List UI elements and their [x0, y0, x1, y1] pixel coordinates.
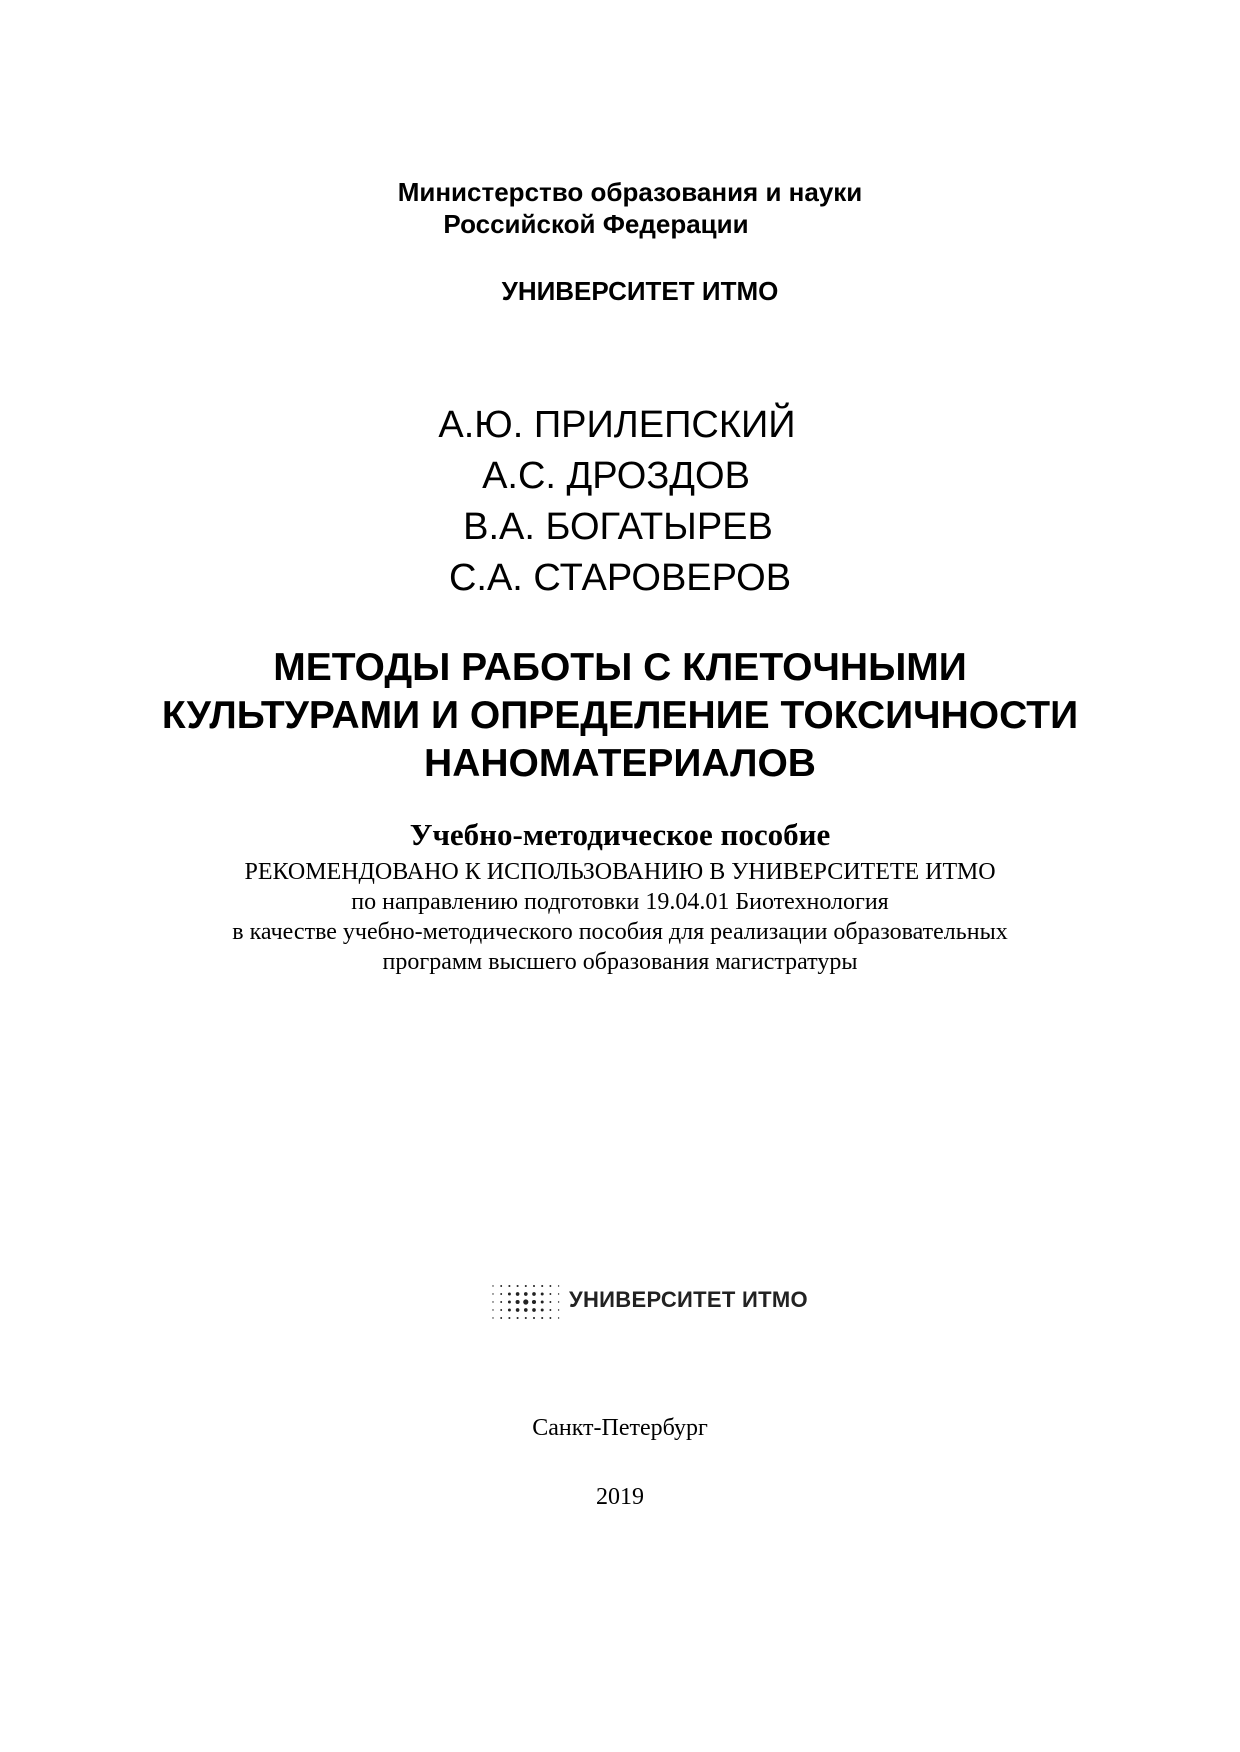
logo-dot: [558, 1301, 559, 1302]
logo-dot: [500, 1285, 502, 1287]
year: 2019: [596, 1484, 644, 1510]
author-4: С.А. СТАРОВЕРОВ: [448, 557, 792, 599]
logo-dot: [516, 1292, 520, 1296]
logo-dot: [524, 1292, 528, 1296]
logo-dot: [500, 1317, 502, 1319]
logo-dot: [558, 1285, 559, 1286]
ministry-line-2: Российской Федерации: [443, 209, 749, 239]
authors-list: [0, 400, 1240, 604]
logo-dot: [523, 1299, 528, 1304]
logo-dot: [532, 1308, 536, 1312]
logo-dot: [492, 1285, 493, 1286]
logo-dot: [508, 1293, 511, 1296]
logo-dot: [533, 1317, 535, 1319]
logo-dot: [532, 1292, 536, 1296]
logo-dot: [541, 1301, 544, 1304]
logo-dot: [508, 1285, 510, 1287]
logo-dot: [492, 1317, 493, 1318]
author-1: А.Ю. ПРИЛЕПСКИЙ: [438, 404, 796, 446]
logo-dot: [508, 1301, 511, 1304]
logo-dot: [525, 1317, 527, 1319]
logo-dot: [541, 1293, 544, 1296]
book-title: [0, 644, 1240, 788]
logo-dot: [492, 1293, 493, 1294]
logo-dot: [558, 1293, 559, 1294]
logo-dot: [517, 1317, 519, 1319]
itmo-logo: [489, 1282, 829, 1322]
title-line-1: МЕТОДЫ РАБОТЫ С КЛЕТОЧНЫМИ: [273, 646, 967, 689]
itmo-dots-logo-icon: [489, 1282, 565, 1322]
logo-dot: [508, 1317, 510, 1319]
logo-dot: [500, 1293, 502, 1295]
city: Санкт-Петербург: [532, 1415, 708, 1441]
author-2: А.С. ДРОЗДОВ: [482, 455, 750, 497]
logo-dot: [558, 1309, 559, 1310]
title-line-3: НАНОМАТЕРИАЛОВ: [424, 742, 816, 785]
logo-dot: [524, 1308, 528, 1312]
logo-dot: [508, 1309, 511, 1312]
logo-dot: [549, 1293, 551, 1295]
logo-dot: [492, 1301, 493, 1302]
logo-dot: [549, 1285, 551, 1287]
logo-dot: [500, 1301, 502, 1303]
ministry-line-1: Министерство образования и науки: [397, 177, 863, 207]
logo-dot: [500, 1309, 502, 1311]
recommendation-line-2: по направлению подготовки 19.04.01 Биотехнология: [351, 889, 889, 915]
title-line-2: КУЛЬТУРАМИ И ОПРЕДЕЛЕНИЕ ТОКСИЧНОСТИ: [161, 694, 1079, 737]
logo-dot: [549, 1301, 551, 1303]
logo-dot: [532, 1300, 536, 1304]
logo-dot: [541, 1285, 543, 1287]
logo-dot: [533, 1285, 535, 1287]
logo-text: УНИВЕРСИТЕТ ИТМО: [569, 1287, 808, 1312]
logo-dot: [492, 1309, 493, 1310]
university-name: УНИВЕРСИТЕТ ИТМО: [501, 276, 779, 306]
logo-dot: [525, 1285, 527, 1287]
logo-dot: [558, 1317, 559, 1318]
logo-dot: [549, 1309, 551, 1311]
logo-dot: [516, 1300, 520, 1304]
logo-dot: [549, 1317, 551, 1319]
logo-dot: [541, 1309, 544, 1312]
recommendation-text: [0, 857, 1240, 977]
logo-dot: [541, 1317, 543, 1319]
recommendation-line-1: РЕКОМЕНДОВАНО К ИСПОЛЬЗОВАНИЮ В УНИВЕРСИТЕТЕ ИТМО: [244, 859, 996, 885]
recommendation-line-3: в качестве учебно-методического пособия для реализации образовательных: [232, 919, 1008, 945]
recommendation-line-4: программ высшего образования магистратуры: [382, 949, 858, 975]
author-3: В.А. БОГАТЫРЕВ: [463, 506, 773, 548]
ministry-header: [0, 176, 1240, 240]
logo-dot: [517, 1285, 519, 1287]
logo-dot: [516, 1308, 520, 1312]
book-subtitle: Учебно-методическое пособие: [409, 817, 831, 852]
